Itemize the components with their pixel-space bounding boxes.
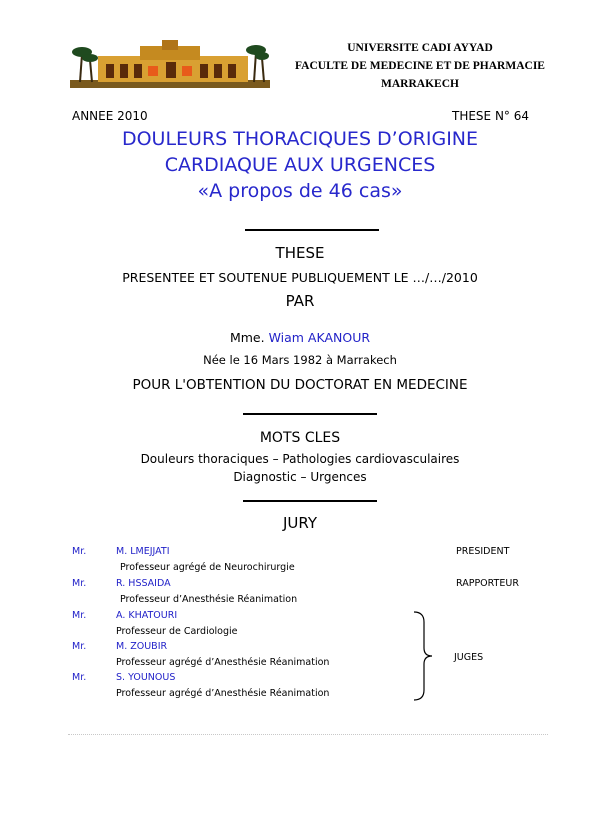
birth-line: Née le 16 Mars 1982 à Marrakech (203, 353, 397, 367)
author-line (0, 330, 600, 345)
jury-member-2-role: RAPPORTEUR (456, 578, 519, 589)
jury-member-2-title: Mr. (72, 578, 87, 589)
keywords-line-2: Diagnostic – Urgences (233, 470, 367, 484)
keywords-line-1: Douleurs thoraciques – Pathologies cardiovasculaires (140, 452, 460, 466)
divider-1 (245, 229, 379, 231)
city-name: MARRAKECH (381, 78, 459, 90)
jury-member-3-position: Professeur de Cardiologie (116, 626, 238, 637)
title-line-3: «A propos de 46 cas» (197, 180, 403, 202)
jury-member-1-title: Mr. (72, 546, 87, 557)
faculty-logo (70, 40, 270, 88)
jury-member-5-position: Professeur agrégé d’Anesthésie Réanimation (116, 688, 330, 699)
university-name: UNIVERSITE CADI AYYAD (347, 42, 493, 54)
university-header (270, 39, 570, 93)
title-line-1: DOULEURS THORACIQUES D’ORIGINE (121, 128, 479, 150)
author-name: Wiam AKANOUR (268, 330, 371, 345)
keywords-heading: MOTS CLES (259, 430, 341, 446)
faculty-name: FACULTE DE MEDECINE ET DE PHARMACIE (295, 60, 545, 72)
jury-member-4-position: Professeur agrégé d’Anesthésie Réanimation (116, 657, 330, 668)
author-title: Mme. (229, 330, 265, 345)
jury-member-3-name: A. KHATOURI (116, 610, 178, 621)
judges-label: JUGES (454, 652, 484, 663)
jury-heading: JURY (282, 514, 318, 532)
jury-member-1-position: Professeur agrégé de Neurochirurgie (120, 562, 295, 573)
judges-brace (410, 610, 440, 702)
jury-member-5-title: Mr. (72, 672, 87, 683)
jury-member-4-title: Mr. (72, 641, 87, 652)
footer-dotted-rule (68, 734, 548, 736)
title-line-2: CARDIAQUE AUX URGENCES (164, 154, 436, 176)
jury-member-1-role: PRESIDENT (456, 546, 510, 557)
thesis-number: THESE N° 64 (452, 109, 530, 123)
divider-2 (243, 413, 377, 415)
presented-line: PRESENTEE ET SOUTENUE PUBLIQUEMENT LE …/…/2010 (122, 270, 478, 285)
jury-member-3-title: Mr. (72, 610, 87, 621)
jury-member-1-name: M. LMEJJATI (116, 546, 170, 557)
thesis-title (0, 126, 600, 204)
thesis-year: ANNEE 2010 (72, 109, 148, 123)
divider-3 (243, 500, 377, 502)
jury-member-2-name: R. HSSAIDA (116, 578, 171, 589)
degree-line: POUR L'OBTENTION DU DOCTORAT EN MEDECINE (132, 377, 468, 393)
thesis-heading: THESE (275, 244, 325, 262)
by-label: PAR (285, 292, 315, 310)
jury-member-5-name: S. YOUNOUS (116, 672, 176, 683)
jury-member-2-position: Professeur d’Anesthésie Réanimation (120, 594, 298, 605)
jury-member-4-name: M. ZOUBIR (116, 641, 168, 652)
